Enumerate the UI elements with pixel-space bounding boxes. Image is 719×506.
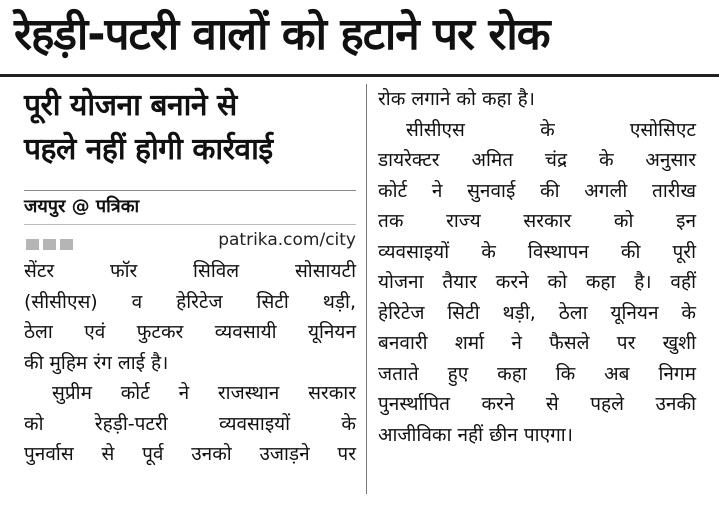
column-divider xyxy=(366,84,367,494)
body-line: पुनर्वास से पूर्व उनको उजाड़ने पर xyxy=(24,443,356,465)
body-line: पुनर्स्थापित करने से पहले उनकी xyxy=(378,393,696,415)
body-line: सेंटर फॉर सिविल सोसायटी xyxy=(24,260,356,282)
body-line: कोर्ट ने सुनवाई की अगली तारीख xyxy=(378,179,696,202)
body-line: जताते हुए कहा कि अब निगम xyxy=(378,362,696,385)
byline-top-rule xyxy=(24,190,356,191)
website-link[interactable]: patrika.com/city xyxy=(218,230,356,250)
square-icon xyxy=(60,239,73,250)
body-line: रोक लगाने को कहा है। xyxy=(378,88,535,110)
square-icon xyxy=(43,239,56,250)
headline: रेहड़ी-पटरी वालों को हटाने पर रोक xyxy=(14,9,550,60)
body-line: व्यवसाइयों के विस्थापन की पूरी xyxy=(378,240,696,263)
body-line: (सीसीएस) व हेरिटेज सिटी थड़ी, xyxy=(24,290,356,313)
body-line: डायरेक्टर अमित चंद्र के अनुसार xyxy=(378,149,696,171)
subheadline-line-2: पहले नहीं होगी कार्रवाई xyxy=(24,132,273,167)
body-line: की मुहिम रंग लाई है। xyxy=(24,351,169,374)
body-line: सीसीएस के एसोसिएट xyxy=(406,118,696,141)
subheadline-line-1: पूरी योजना बनाने से xyxy=(24,88,237,123)
body-line: ठेला एवं फुटकर व्यवसायी यूनियन xyxy=(24,321,356,343)
headline-rule xyxy=(0,74,719,77)
body-line: आजीविका नहीं छीन पाएगा। xyxy=(378,423,573,446)
body-line: तक राज्य सरकार को इन xyxy=(378,210,696,232)
byline: जयपुर @ पत्रिका xyxy=(24,196,140,217)
body-line: बनवारी शर्मा ने फैसले पर खुशी xyxy=(378,332,696,354)
decorative-squares xyxy=(26,235,77,247)
byline-bottom-rule xyxy=(24,224,356,225)
body-line: सुप्रीम कोर्ट ने राजस्थान सरकार xyxy=(52,382,356,404)
subheadline xyxy=(24,84,356,172)
body-line: योजना तैयार करने को कहा है। वहीं xyxy=(378,271,696,293)
left-column xyxy=(24,256,356,470)
right-column xyxy=(378,84,696,450)
square-icon xyxy=(26,239,39,250)
body-line: हेरिटेज सिटी थड़ी, ठेला यूनियन के xyxy=(378,301,696,324)
body-line: को रेहड़ी-पटरी व्यवसाइयों के xyxy=(24,412,356,435)
